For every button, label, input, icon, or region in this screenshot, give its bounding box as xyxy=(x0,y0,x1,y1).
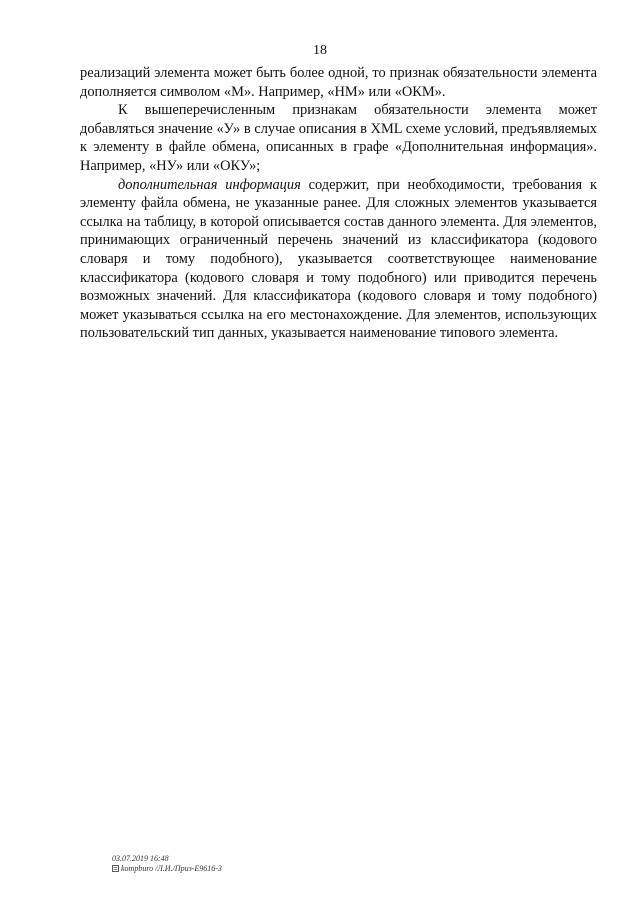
document-icon xyxy=(112,865,119,872)
paragraph-1: реализаций элемента может быть более одной, то признак обязательности элемента дополняется символом «М». Например, «НМ» или «ОКМ». xyxy=(80,65,597,100)
page-number: 18 xyxy=(313,43,327,58)
paragraph-2: К вышеперечисленным признакам обязательности элемента может добавляться значение «У» в случае описания в XML схеме условий, предъявляемых к элементу в файле обмена, описанных в графе «Дополнительная информация». Например, «НУ» или «ОКУ»; xyxy=(80,102,597,174)
footer-stamp xyxy=(112,854,222,874)
document-body xyxy=(80,64,597,343)
footer-path-line xyxy=(112,864,222,874)
paragraph-3-text: содержит, при необходимости, требования к элементу файла обмена, не указанные ранее. Для сложных элементов указывается ссылка на таблицу, в которой описывается состав данного элемента. Для элементов, принимающих ограниченный перечень значений из классификатора (кодового словаря и тому подобного), указывается соответствующее наименование классификатора (кодового словаря и тому подобного) или приводится перечень возможных значений. Для классификатора (кодового словаря и тому подобного) может указываться ссылка на его местонахождение. Для элементов, использующих пользовательский тип данных, указывается наименование типового элемента. xyxy=(80,176,597,342)
paragraph-3 xyxy=(80,176,597,343)
defined-term: дополнительная информация xyxy=(118,176,301,193)
footer-timestamp: 03.07.2019 16:48 xyxy=(112,854,169,863)
footer-path: kompburo /Л.И./Приз-Е9616-3 xyxy=(121,864,222,873)
